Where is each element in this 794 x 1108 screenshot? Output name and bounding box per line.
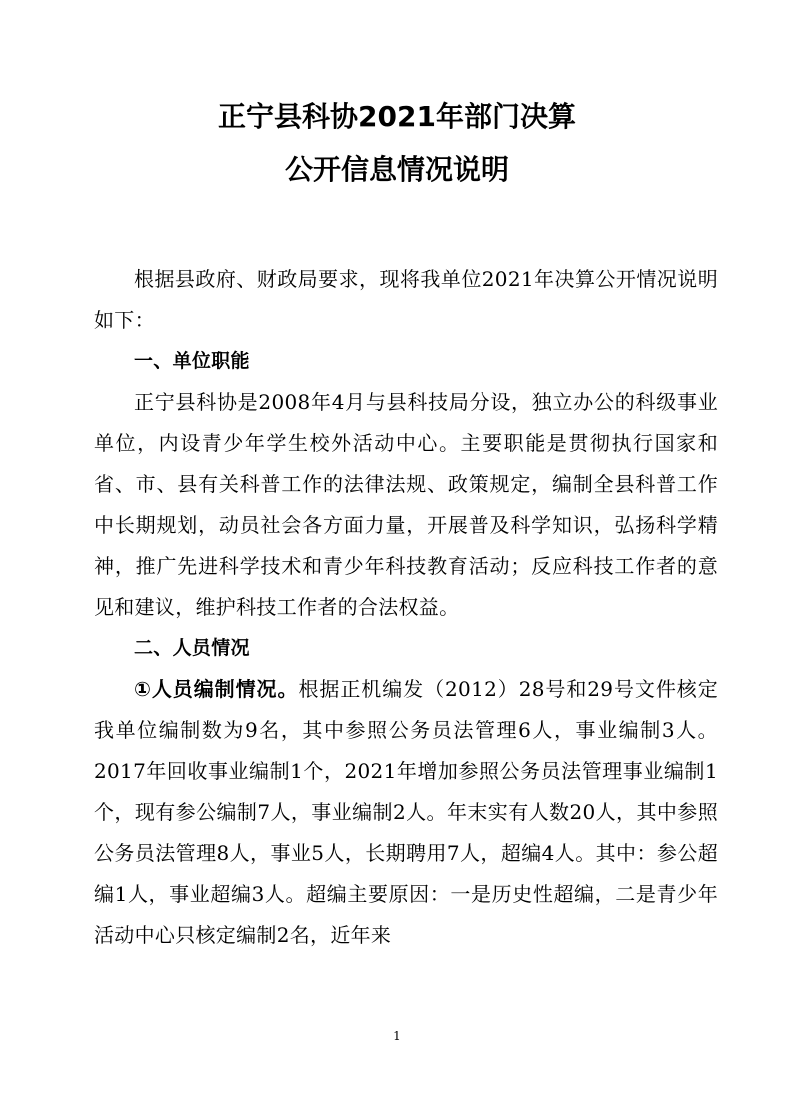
document-body [94,259,718,956]
document-title-line-1: 正宁县科协2021年部门决算 [218,100,576,133]
staffing-item-body: 根据正机编发（2012）28号和29号文件核定我单位编制数为9名，其中参照公务员法管理6人，事业编制3人。2017年回收事业编制1个，2021年增加参照公务员法管理事业编制1个，现有参公编制7人，事业编制2人。年末实有人数20人，其中参照公务员法管理8人，事业5人，长期聘用7人，超编4人。其中：参公超编1人，事业超编3人。超编主要原因：一是历史性超编，二是青少年活动中心只核定编制2名，近年来 [94,677,718,947]
staffing-item-lead: ①人员编制情况。 [134,677,299,701]
intro-paragraph: 根据县政府、财政局要求，现将我单位2021年决算公开情况说明如下： [94,267,718,332]
section-heading-staffing: 二、人员情况 [134,637,250,659]
page-number: 1 [393,1029,401,1043]
unit-functions-paragraph: 正宁县科协是2008年4月与县科技局分设，独立办公的科级事业单位，内设青少年学生校外活动中心。主要职能是贯彻执行国家和省、市、县有关科普工作的法律法规、政策规定，编制全县科普工作中长期规划，动员社会各方面力量，开展普及科学知识，弘扬科学精神，推广先进科学技术和青少年科技教育活动；反应科技工作者的意见和建议，维护科技工作者的合法权益。 [94,390,718,619]
section-heading-unit-functions: 一、单位职能 [134,350,250,372]
staffing-paragraph [94,669,718,956]
document-title-line-2: 公开信息情况说明 [284,153,509,186]
